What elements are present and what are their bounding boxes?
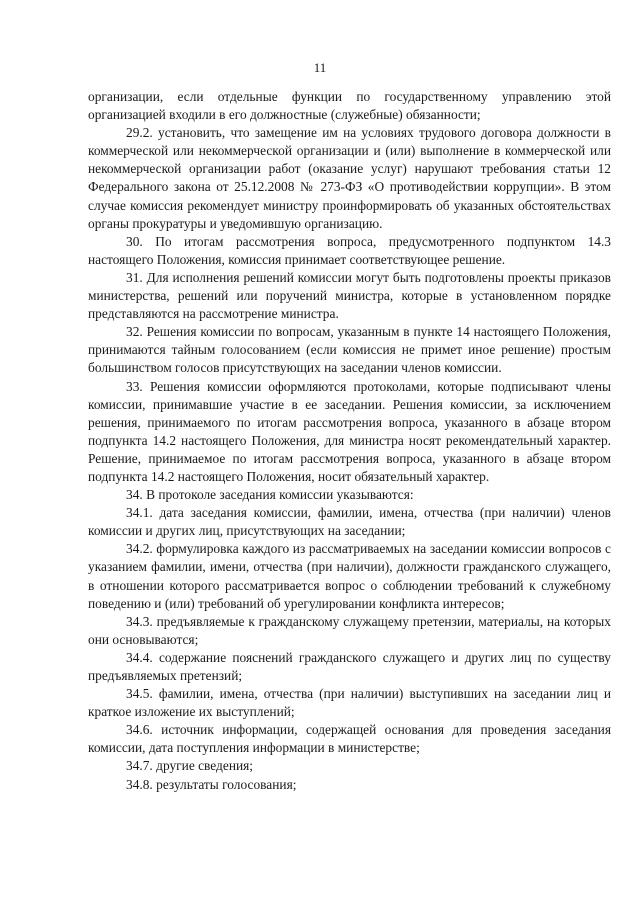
paragraph: 34. В протоколе заседания комиссии указываются: xyxy=(126,487,414,503)
paragraph: 34.5. фамилии, имена, отчества (при наличии) выступивших на заседании лиц и краткое изложение их выступлений; xyxy=(88,686,611,720)
paragraph: 34.8. результаты голосования; xyxy=(126,776,297,792)
paragraph: 29.2. установить, что замещение им на условиях трудового договора должности в коммерческой или некоммерческой организации и (или) выполнение в коммерческой или некоммерческой организации работ (оказание услуг) нарушают требования статьи 12 Федерального закона от 25.12.2008 № 273-ФЗ «О противодействии коррупции». В этом случае комиссия рекомендует министру проинформировать об указанных обстоятельствах органы прокуратуры и уведомившую организацию. xyxy=(88,125,611,231)
document-body xyxy=(88,88,611,794)
paragraph: 31. Для исполнения решений комиссии могут быть подготовлены проекты приказов министерства, решений или поручений министра, которые в установленном порядке представляются на рассмотрение министра. xyxy=(88,269,611,322)
paragraph: 32. Решения комиссии по вопросам, указанным в пункте 14 настоящего Положения, принимаются тайным голосованием (если комиссия не примет иное решение) простым большинством голосов присутствующих на заседании членов комиссии. xyxy=(88,324,611,376)
paragraph: 34.1. дата заседания комиссии, фамилии, имена, отчества (при наличии) членов комиссии и других лиц, присутствующих на заседании; xyxy=(88,505,611,539)
paragraph: 33. Решения комиссии оформляются протоколами, которые подписывают члены комиссии, принимавшие участие в ее заседании. Решения комиссии, за исключением решения, принимаемого по итогам рассмотрения вопроса, указанного в абзаце втором подпункта 14.2 настоящего Положения, для министра носят рекомендательный характер. Решение, принимаемое по итогам рассмотрения вопроса, указанного в абзаце втором подпункта 14.2 настоящего Положения, носит обязательный характер. xyxy=(88,378,611,484)
paragraph: 34.6. источник информации, содержащей основания для проведения заседания комиссии, дата поступления информации в министерстве; xyxy=(88,722,611,756)
page-number: 11 xyxy=(313,60,327,75)
paragraph: 34.7. другие сведения; xyxy=(126,758,254,774)
paragraph: 34.4. содержание пояснений гражданского служащего и других лиц по существу предъявляемых претензий; xyxy=(88,649,611,683)
paragraph: 34.2. формулировка каждого из рассматриваемых на заседании комиссии вопросов с указанием фамилии, имени, отчества (при наличии), должности гражданского служащего, в отношении которого рассматривается вопрос о соблюдении требований к служебному поведению и (или) требований об урегулировании конфликта интересов; xyxy=(88,541,611,611)
paragraph: организации, если отдельные функции по государственному управлению этой организацией входили в его должностные (служебные) обязанности; xyxy=(88,89,611,123)
paragraph: 34.3. предъявляемые к гражданскому служащему претензии, материалы, на которых они основываются; xyxy=(88,613,611,647)
paragraph: 30. По итогам рассмотрения вопроса, предусмотренного подпунктом 14.3 настоящего Положения, комиссия принимает соответствующее решение. xyxy=(88,233,611,267)
